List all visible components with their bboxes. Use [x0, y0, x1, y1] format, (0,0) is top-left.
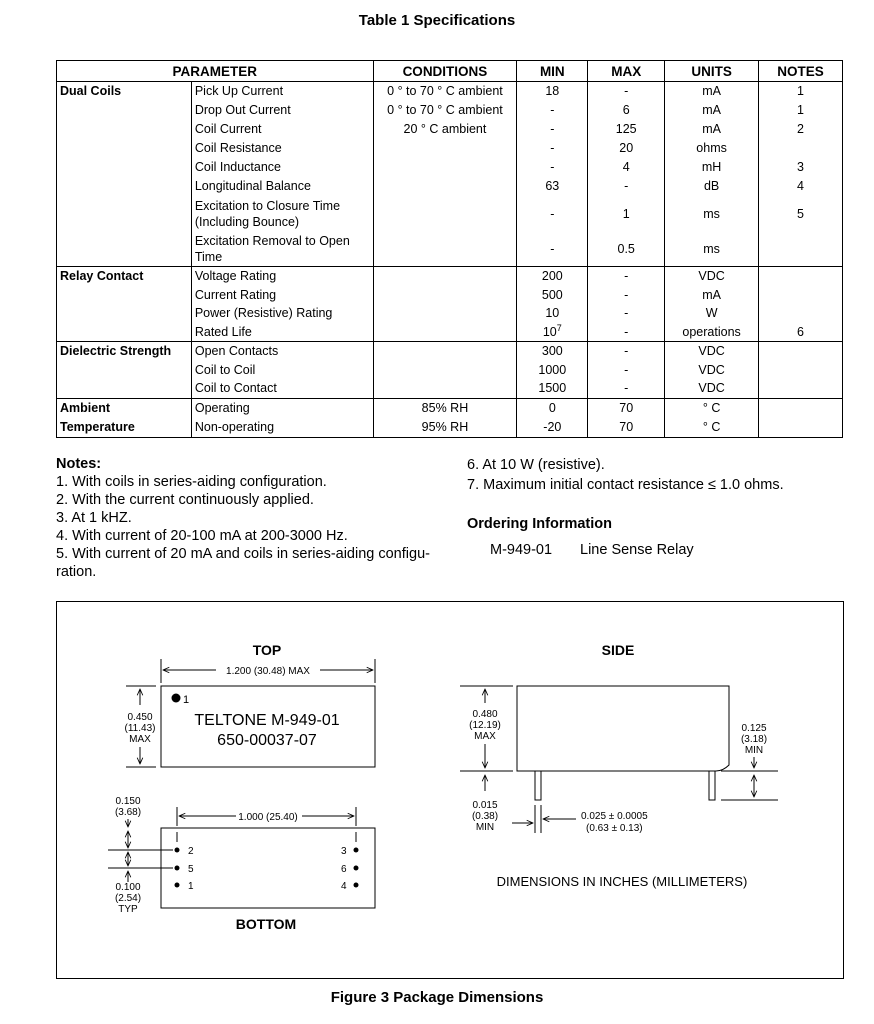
- side-view-body: [517, 686, 729, 771]
- pin-1-marker-icon: [172, 694, 181, 703]
- notes-cell: 1: [759, 101, 843, 120]
- pin-label: 6: [341, 864, 347, 875]
- min-cell: -: [517, 231, 588, 267]
- lead-length-mm: (0.38): [471, 811, 499, 822]
- units-cell: VDC: [665, 267, 759, 286]
- min-cell: -20: [517, 418, 588, 438]
- pin-label: 1: [188, 881, 194, 892]
- notes-cell: 6: [759, 323, 843, 342]
- min-cell: 500: [517, 286, 588, 305]
- units-cell: ms: [665, 231, 759, 267]
- notes-cell: [759, 139, 843, 158]
- cond-cell: [373, 379, 517, 398]
- min-cell: 0: [517, 398, 588, 418]
- pin-5-dot-icon: [175, 866, 180, 871]
- note-4: 4. With current of 20-100 mA at 200-3000 Hz.: [56, 528, 348, 544]
- standoff-value: 0.125: [741, 723, 767, 734]
- max-cell: 70: [588, 418, 665, 438]
- min-cell: -: [517, 196, 588, 231]
- units-cell: dB: [665, 177, 759, 196]
- note-3: 3. At 1 kHZ.: [56, 510, 132, 526]
- lead-length-min: MIN: [475, 822, 495, 833]
- pin-label: 5: [188, 864, 194, 875]
- max-cell: -: [588, 379, 665, 398]
- pin-4-dot-icon: [354, 883, 359, 888]
- max-cell: 4: [588, 158, 665, 177]
- group-dielectric-strength: Dielectric Strength: [57, 342, 192, 399]
- lead-width-mm: (0.63 ± 0.13): [586, 823, 643, 834]
- cond-cell: [373, 196, 517, 231]
- units-cell: mA: [665, 82, 759, 102]
- rated-life-base: 10: [542, 324, 557, 339]
- param-cell: Coil Current: [191, 120, 373, 139]
- param-cell: Voltage Rating: [191, 267, 373, 286]
- typ-spacing-mm: (2.54): [114, 893, 142, 904]
- pin-label: 3: [341, 846, 347, 857]
- spacing-value: 0.150: [115, 796, 141, 807]
- group-relay-contact: Relay Contact: [57, 267, 192, 342]
- units-cell: VDC: [665, 342, 759, 361]
- table-title: Table 1 Specifications: [358, 12, 516, 29]
- units-cell: ° C: [665, 418, 759, 438]
- notes-section: [56, 455, 446, 581]
- notes-cell: [759, 304, 843, 323]
- max-cell: -: [588, 286, 665, 305]
- units-cell: mA: [665, 101, 759, 120]
- units-cell: ° C: [665, 398, 759, 418]
- min-cell: 18: [517, 82, 588, 102]
- max-cell: 1: [588, 196, 665, 231]
- cond-cell: [373, 158, 517, 177]
- notes-cell: [759, 379, 843, 398]
- units-cell: mH: [665, 158, 759, 177]
- pin-pitch-dimension: 1.000 (25.40): [238, 812, 298, 823]
- notes-cell: [759, 361, 843, 380]
- min-cell: 1500: [517, 379, 588, 398]
- table-row: [57, 418, 843, 438]
- group-temperature: Temperature: [57, 418, 192, 438]
- top-height-max: MAX: [129, 734, 151, 745]
- table-row: [57, 342, 843, 361]
- figure-caption: Figure 3 Package Dimensions: [330, 989, 544, 1006]
- units-cell: mA: [665, 120, 759, 139]
- units-cell: W: [665, 304, 759, 323]
- pin-3-dot-icon: [354, 848, 359, 853]
- units-cell: operations: [665, 323, 759, 342]
- group-dual-coils: Dual Coils: [57, 82, 192, 267]
- cond-cell: [373, 177, 517, 196]
- header-max: MAX: [588, 61, 665, 82]
- top-height-value: 0.450: [127, 712, 153, 723]
- top-height-mm: (11.43): [124, 723, 156, 734]
- table-row: [57, 82, 843, 102]
- brand-marking-line-2: 650-00037-07: [217, 732, 317, 749]
- cond-cell: [373, 267, 517, 286]
- note-7: 7. Maximum initial contact resistance ≤ 1.0 ohms.: [467, 477, 784, 493]
- param-cell: Operating: [191, 398, 373, 418]
- top-width-dimension: 1.200 (30.48) MAX: [226, 666, 310, 677]
- pin-label: 4: [341, 881, 347, 892]
- max-cell: -: [588, 323, 665, 342]
- max-cell: 70: [588, 398, 665, 418]
- max-cell: 6: [588, 101, 665, 120]
- cond-cell: 0 ° to 70 ° C ambient: [373, 82, 517, 102]
- spacing-mm: (3.68): [114, 807, 142, 818]
- min-cell: 300: [517, 342, 588, 361]
- min-cell: 200: [517, 267, 588, 286]
- lead-length-value: 0.015: [472, 800, 498, 811]
- ordering-title: Ordering Information: [467, 516, 612, 532]
- note-6: 6. At 10 W (resistive).: [467, 457, 605, 473]
- min-cell: -: [517, 139, 588, 158]
- min-cell: -: [517, 120, 588, 139]
- ordering-description: Line Sense Relay: [580, 542, 694, 558]
- notes-cell: [759, 286, 843, 305]
- param-cell: Longitudinal Balance: [191, 177, 373, 196]
- notes-cell: 3: [759, 158, 843, 177]
- max-cell: -: [588, 361, 665, 380]
- side-view-label: SIDE: [601, 642, 635, 658]
- standoff-min: MIN: [744, 745, 764, 756]
- param-cell: [191, 231, 373, 267]
- table-header-row: [57, 61, 843, 82]
- notes-cell: [759, 398, 843, 418]
- specifications-table: [56, 60, 843, 438]
- note-2: 2. With the current continuously applied.: [56, 492, 314, 508]
- top-view-label: TOP: [252, 642, 282, 658]
- pin-2-dot-icon: [175, 848, 180, 853]
- typ-label: TYP: [118, 904, 138, 915]
- ordering-part-number: M-949-01: [490, 542, 553, 558]
- units-cell: VDC: [665, 379, 759, 398]
- cond-cell: [373, 342, 517, 361]
- min-cell: 63: [517, 177, 588, 196]
- min-cell: [517, 323, 588, 342]
- dimensions-units-note: DIMENSIONS IN INCHES (MILLIMETERS): [496, 874, 748, 889]
- param-cell: Coil Inductance: [191, 158, 373, 177]
- min-cell: -: [517, 101, 588, 120]
- max-cell: 0.5: [588, 231, 665, 267]
- min-cell: -: [517, 158, 588, 177]
- notes-cell: [759, 267, 843, 286]
- notes-cell: 2: [759, 120, 843, 139]
- table-row: [57, 398, 843, 418]
- units-cell: mA: [665, 286, 759, 305]
- notes-title: Notes:: [56, 456, 102, 472]
- max-cell: -: [588, 342, 665, 361]
- max-cell: 20: [588, 139, 665, 158]
- lead-left: [535, 771, 541, 800]
- max-cell: -: [588, 267, 665, 286]
- cond-cell: [373, 361, 517, 380]
- notes-cell: 4: [759, 177, 843, 196]
- table-row: [57, 267, 843, 286]
- lead-width-value: 0.025 ± 0.0005: [581, 811, 648, 822]
- pin-1-top-label: 1: [183, 694, 190, 706]
- max-cell: -: [588, 82, 665, 102]
- max-cell: -: [588, 177, 665, 196]
- header-conditions: CONDITIONS: [373, 61, 517, 82]
- param-cell: Power (Resistive) Rating: [191, 304, 373, 323]
- notes-cell: 1: [759, 82, 843, 102]
- min-cell: 10: [517, 304, 588, 323]
- param-line-1: Excitation to Closure Time: [194, 199, 341, 213]
- param-cell: Coil Resistance: [191, 139, 373, 158]
- cond-cell: [373, 139, 517, 158]
- units-cell: VDC: [665, 361, 759, 380]
- cond-cell: [373, 231, 517, 267]
- header-parameter: PARAMETER: [57, 61, 374, 82]
- param-line-1: Excitation Removal to Open: [194, 234, 350, 248]
- typ-spacing-value: 0.100: [115, 882, 141, 893]
- param-cell: Drop Out Current: [191, 101, 373, 120]
- cond-cell: [373, 286, 517, 305]
- param-cell: Pick Up Current: [191, 82, 373, 102]
- param-cell: Open Contacts: [191, 342, 373, 361]
- notes-cell: [759, 231, 843, 267]
- param-cell: [191, 196, 373, 231]
- package-dimensions-drawing: [56, 601, 844, 979]
- note-5-line-2: ration.: [56, 564, 97, 580]
- max-cell: 125: [588, 120, 665, 139]
- header-min: MIN: [517, 61, 588, 82]
- param-cell: Coil to Coil: [191, 361, 373, 380]
- notes-cell: [759, 418, 843, 438]
- pin-1-dot-icon: [175, 883, 180, 888]
- pin-6-dot-icon: [354, 866, 359, 871]
- note-1: 1. With coils in series-aiding configuration.: [56, 474, 327, 490]
- cond-cell: [373, 323, 517, 342]
- param-line-2: (Including Bounce): [194, 215, 300, 229]
- standoff-mm: (3.18): [740, 734, 768, 745]
- notes-section-right: [467, 455, 857, 495]
- notes-cell: 5: [759, 196, 843, 231]
- param-cell: Non-operating: [191, 418, 373, 438]
- cond-cell: 85% RH: [373, 398, 517, 418]
- group-ambient: Ambient: [57, 398, 192, 418]
- notes-cell: [759, 342, 843, 361]
- cond-cell: 95% RH: [373, 418, 517, 438]
- side-height-value: 0.480: [472, 709, 498, 720]
- header-notes: NOTES: [759, 61, 843, 82]
- side-height-max: MAX: [474, 731, 496, 742]
- rated-life-exponent: 7: [556, 322, 562, 333]
- pin-label: 2: [188, 846, 194, 857]
- param-cell: Current Rating: [191, 286, 373, 305]
- units-cell: ms: [665, 196, 759, 231]
- param-line-2: Time: [194, 250, 223, 264]
- max-cell: -: [588, 304, 665, 323]
- cond-cell: 20 ° C ambient: [373, 120, 517, 139]
- cond-cell: [373, 304, 517, 323]
- param-cell: Coil to Contact: [191, 379, 373, 398]
- units-cell: ohms: [665, 139, 759, 158]
- bottom-view-label: BOTTOM: [235, 916, 297, 932]
- param-cell: Rated Life: [191, 323, 373, 342]
- lead-right: [709, 771, 715, 800]
- side-height-mm: (12.19): [469, 720, 501, 731]
- cond-cell: 0 ° to 70 ° C ambient: [373, 101, 517, 120]
- brand-marking-line-1: TELTONE M-949-01: [194, 712, 340, 729]
- header-units: UNITS: [665, 61, 759, 82]
- note-5-line-1: 5. With current of 20 mA and coils in series-aiding configu-: [56, 546, 430, 562]
- min-cell: 1000: [517, 361, 588, 380]
